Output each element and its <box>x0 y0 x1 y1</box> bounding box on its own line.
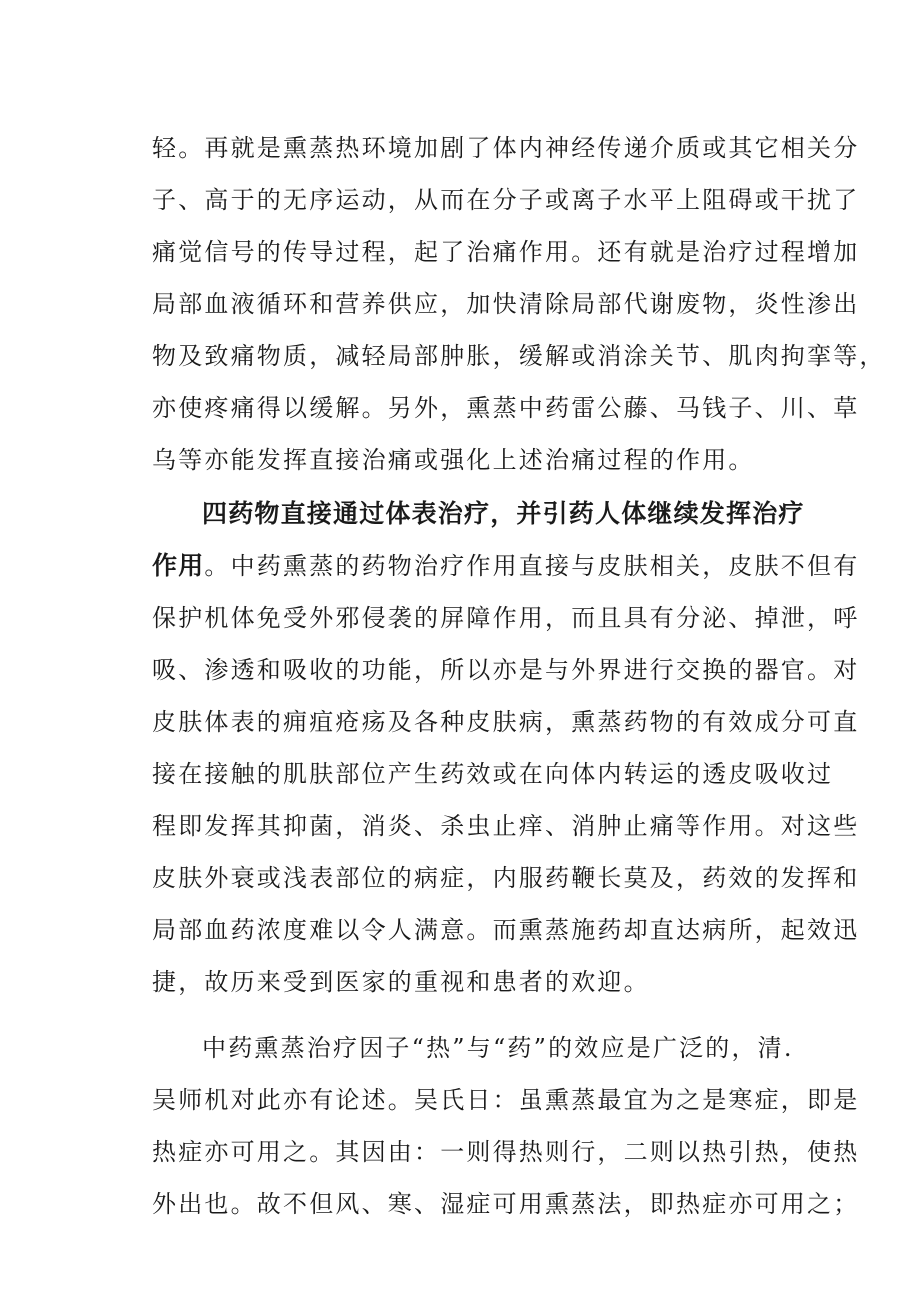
paragraph-line: 亦使疼痛得以缓解。另外，熏蒸中药雷公藤、马钱子、川、草 <box>152 394 860 422</box>
paragraph-line: 乌等亦能发挥直接治痛或强化上述治痛过程的作用。 <box>152 446 755 474</box>
paragraph-line: 外出也。故不但风、寒、湿症可用熏蒸法，即热症亦可用之； <box>152 1190 860 1218</box>
paragraph-line: 痛觉信号的传导过程，起了治痛作用。还有就是治疗过程增加 <box>152 238 860 266</box>
paragraph-line: 皮肤体表的痈疽疮疡及各种皮肤病，熏蒸药物的有效成分可直 <box>152 708 860 736</box>
paragraph-line: 吴师机对此亦有论述。吴氏日：虽熏蒸最宜为之是寒症，即是 <box>152 1086 860 1114</box>
paragraph-line: 吸、渗透和吸收的功能，所以亦是与外界进行交换的器官。对 <box>152 656 860 684</box>
paragraph-line: 局部血药浓度难以令人满意。而熏蒸施药却直达病所，起效迅 <box>152 916 860 944</box>
paragraph-line: 轻。再就是熏蒸热环境加剧了体内神经传递介质或其它相关分 <box>152 134 860 162</box>
paragraph-text: 。中药熏蒸的药物治疗作用直接与皮肤相关，皮肤不但有 <box>204 552 860 580</box>
section-heading-end: 作用 <box>152 551 205 580</box>
section-heading: 四药物直接通过体表治疗，并引药人体继续发挥治疗 <box>202 499 805 528</box>
paragraph-line: 局部血液循环和营养供应，加快清除局部代谢废物，炎性渗出 <box>152 290 860 318</box>
heading-continuation-line <box>152 548 859 584</box>
paragraph-line: 捷，故历来受到医家的重视和患者的欢迎。 <box>152 968 650 996</box>
paragraph-line: 皮肤外衰或浅表部位的病症，内服药鞭长莫及，药效的发挥和 <box>152 864 860 892</box>
paragraph-line: 保护机体免受外邪侵袭的屏障作用，而且具有分泌、掉泄，呼 <box>152 604 860 632</box>
paragraph-line: 程即发挥其抑菌，消炎、杀虫止痒、消肿止痛等作用。对这些 <box>152 812 860 840</box>
paragraph-line: 物及致痛物质，减轻局部肿胀，缓解或消涂关节、肌肉拘挛等， <box>152 342 886 370</box>
paragraph-line: 中药熏蒸治疗因子“热”与“药”的效应是广泛的，清. <box>202 1034 794 1062</box>
paragraph-line: 热症亦可用之。其因由：一则得热则行，二则以热引热，使热 <box>152 1138 860 1166</box>
paragraph-line: 接在接触的肌肤部位产生药效或在向体内转运的透皮吸收过 <box>152 760 834 788</box>
paragraph-line: 子、高于的无序运动，从而在分子或离子水平上阻碍或干扰了 <box>152 186 860 214</box>
